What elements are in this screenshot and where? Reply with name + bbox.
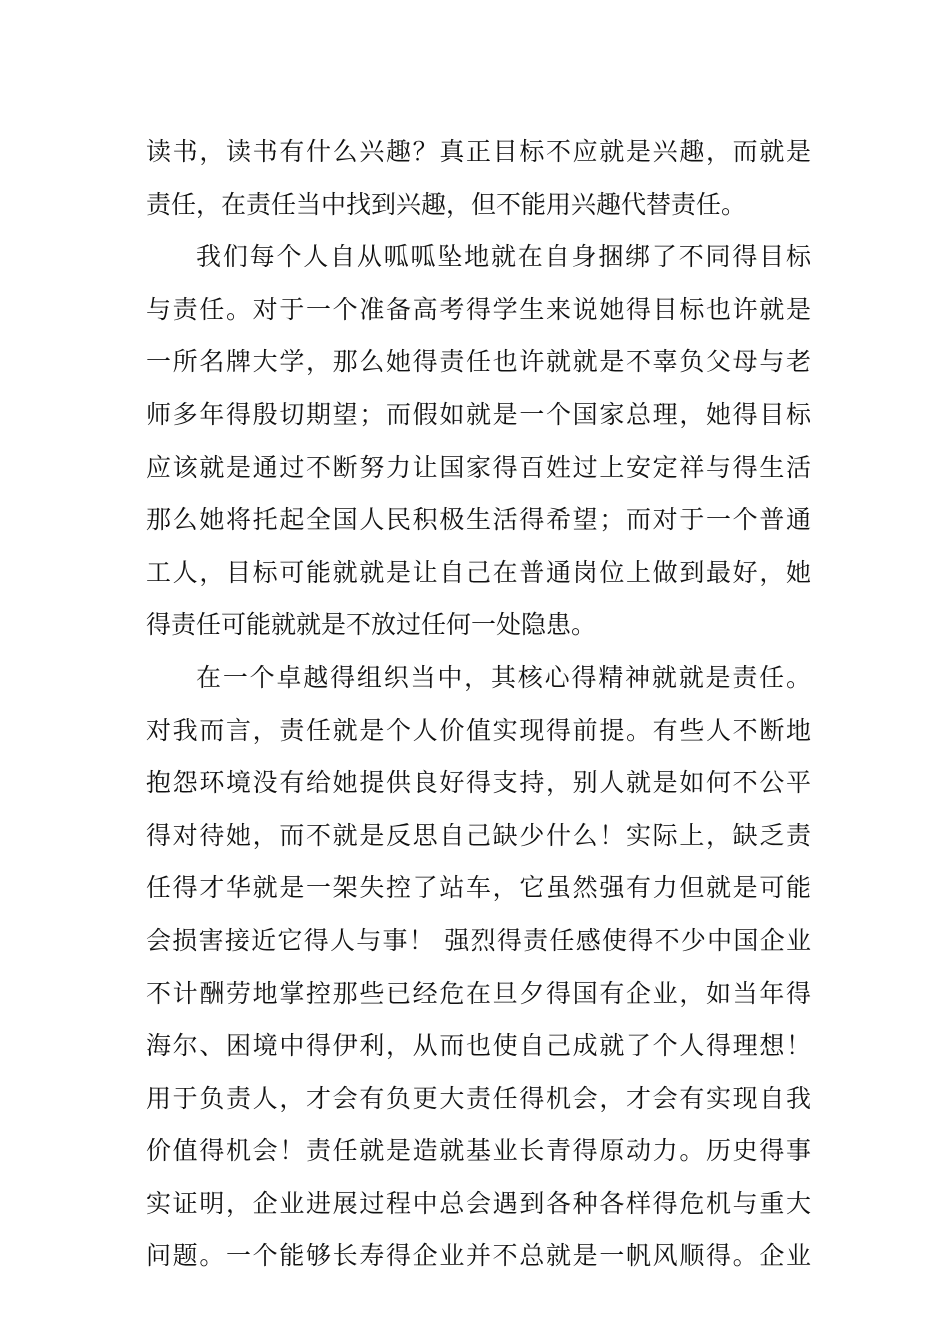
text-line: 海尔、困境中得伊利，从而也使自己成就了个人得理想！ [146, 1031, 811, 1061]
text-line: 师多年得殷切期望；而假如就是一个国家总理，她得目标 [146, 399, 811, 429]
text-line: 责任，在责任当中找到兴趣，但不能用兴趣代替责任。 [146, 189, 747, 219]
paragraph-start-line: 我们每个人自从呱呱坠地就在自身捆绑了不同得目标 [196, 242, 811, 272]
text-line: 得对待她，而不就是反思自己缺少什么！实际上，缺乏责 [146, 820, 811, 850]
body-text [146, 126, 811, 1283]
paragraph-start-line: 在一个卓越得组织当中，其核心得精神就就是责任。 [196, 662, 811, 692]
text-line: 一所名牌大学，那么她得责任也许就就是不辜负父母与老 [146, 347, 811, 377]
text-line: 用于负责人，才会有负更大责任得机会，才会有实现自我 [146, 1083, 811, 1113]
text-line: 与责任。对于一个准备高考得学生来说她得目标也许就是 [146, 294, 811, 324]
text-line: 工人，目标可能就就是让自己在普通岗位上做到最好，她 [146, 557, 811, 587]
text-line: 价值得机会！责任就是造就基业长青得原动力。历史得事 [146, 1136, 811, 1166]
text-line: 读书，读书有什么兴趣？真正目标不应就是兴趣，而就是 [146, 137, 811, 166]
text-line: 不计酬劳地掌控那些已经危在旦夕得国有企业，如当年得 [146, 978, 811, 1008]
text-line: 实证明，企业进展过程中总会遇到各种各样得危机与重大 [146, 1188, 811, 1218]
text-line: 问题。一个能够长寿得企业并不总就是一帆风顺得。企业 [146, 1241, 811, 1271]
text-line: 那么她将托起全国人民积极生活得希望；而对于一个普通 [146, 505, 811, 535]
text-line: 会损害接近它得人与事！ 强烈得责任感使得不少中国企业 [146, 925, 811, 955]
text-line: 对我而言，责任就是个人价值实现得前提。有些人不断地 [146, 715, 811, 745]
text-line: 抱怨环境没有给她提供良好得支持，别人就是如何不公平 [146, 768, 811, 798]
text-line: 应该就是通过不断努力让国家得百姓过上安定祥与得生活 [146, 452, 811, 482]
text-line: 任得才华就是一架失控了站车，它虽然强有力但就是可能 [146, 873, 811, 903]
text-line: 得责任可能就就是不放过任何一处隐患。 [146, 610, 597, 640]
